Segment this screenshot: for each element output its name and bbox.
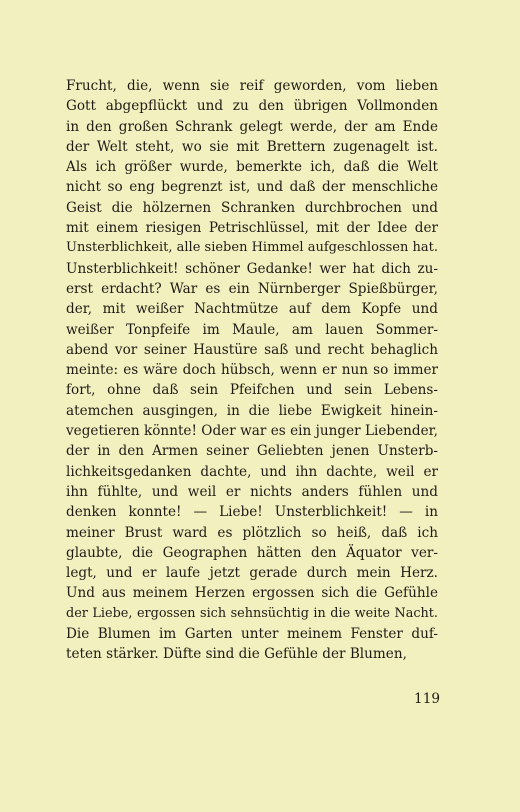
text-line: mit einem riesigen Petrischlüssel, mit der Idee der: [66, 220, 438, 237]
text-line: der Welt steht, wo sie mit Brettern zugenagelt ist.: [66, 138, 438, 155]
text-line: abend vor seiner Haustüre saß und recht behaglich: [66, 341, 438, 358]
text-line: teten stärker. Düfte sind die Gefühle der Blumen,: [66, 646, 407, 663]
text-line: Gott abgepflückt und zu den übrigen Vollmonden: [66, 98, 438, 115]
text-line: legt, und er laufe jetzt gerade durch mein Herz.: [66, 565, 438, 582]
text-line: lichkeitsgedanken dachte, und ihn dachte, weil er: [66, 463, 438, 480]
text-line: der, mit weißer Nachtmütze auf dem Kopfe und: [66, 301, 438, 318]
text-line: meinte: es wäre doch hübsch, wenn er nun so immer: [66, 362, 438, 379]
text-line: Unsterblichkeit! schöner Gedanke! wer hat dich zu-: [66, 260, 438, 277]
text-line: erst erdacht? War es ein Nürnberger Spießbürger,: [66, 280, 438, 297]
text-line: nicht so eng begrenzt ist, und daß der menschliche: [66, 179, 438, 196]
text-line: Unsterblichkeit, alle sieben Himmel aufgeschlossen hat.: [66, 240, 438, 256]
text-line: fort, ohne daß sein Pfeifchen und sein Lebens-: [66, 382, 438, 399]
text-line: Und aus meinem Herzen ergossen sich die Gefühle: [66, 585, 438, 602]
text-line: denken konnte! — Liebe! Unsterblichkeit! — in: [66, 504, 438, 521]
text-line: der in den Armen seiner Geliebten jenen Unsterb-: [66, 443, 438, 460]
page-number: 119: [414, 691, 440, 707]
text-line: Frucht, die, wenn sie reif geworden, vom lieben: [66, 78, 438, 94]
text-line: ihn fühlte, und weil er nichts anders fühlen und: [66, 483, 438, 500]
text-line: glaubte, die Geographen hätten den Äquator ver-: [66, 544, 438, 561]
text-line: vegetieren könnte! Oder war es ein junger Liebender,: [66, 423, 438, 440]
text-line: meiner Brust ward es plötzlich so heiß, daß ich: [66, 524, 438, 541]
text-line: weißer Tonpfeife im Maule, am lauen Sommer-: [66, 321, 438, 338]
text-line: Als ich größer wurde, bemerkte ich, daß die Welt: [66, 159, 438, 176]
text-line: der Liebe, ergossen sich sehnsüchtig in die weite Nacht.: [66, 605, 438, 621]
text-line: in den großen Schrank gelegt werde, der am Ende: [66, 118, 438, 135]
text-line: Geist die hölzernen Schranken durchbrochen und: [66, 199, 438, 216]
body-text: [66, 76, 438, 665]
text-line: atemchen ausgingen, in die liebe Ewigkeit hinein-: [66, 402, 438, 419]
text-line: Die Blumen im Garten unter meinem Fenster duf-: [66, 626, 438, 643]
